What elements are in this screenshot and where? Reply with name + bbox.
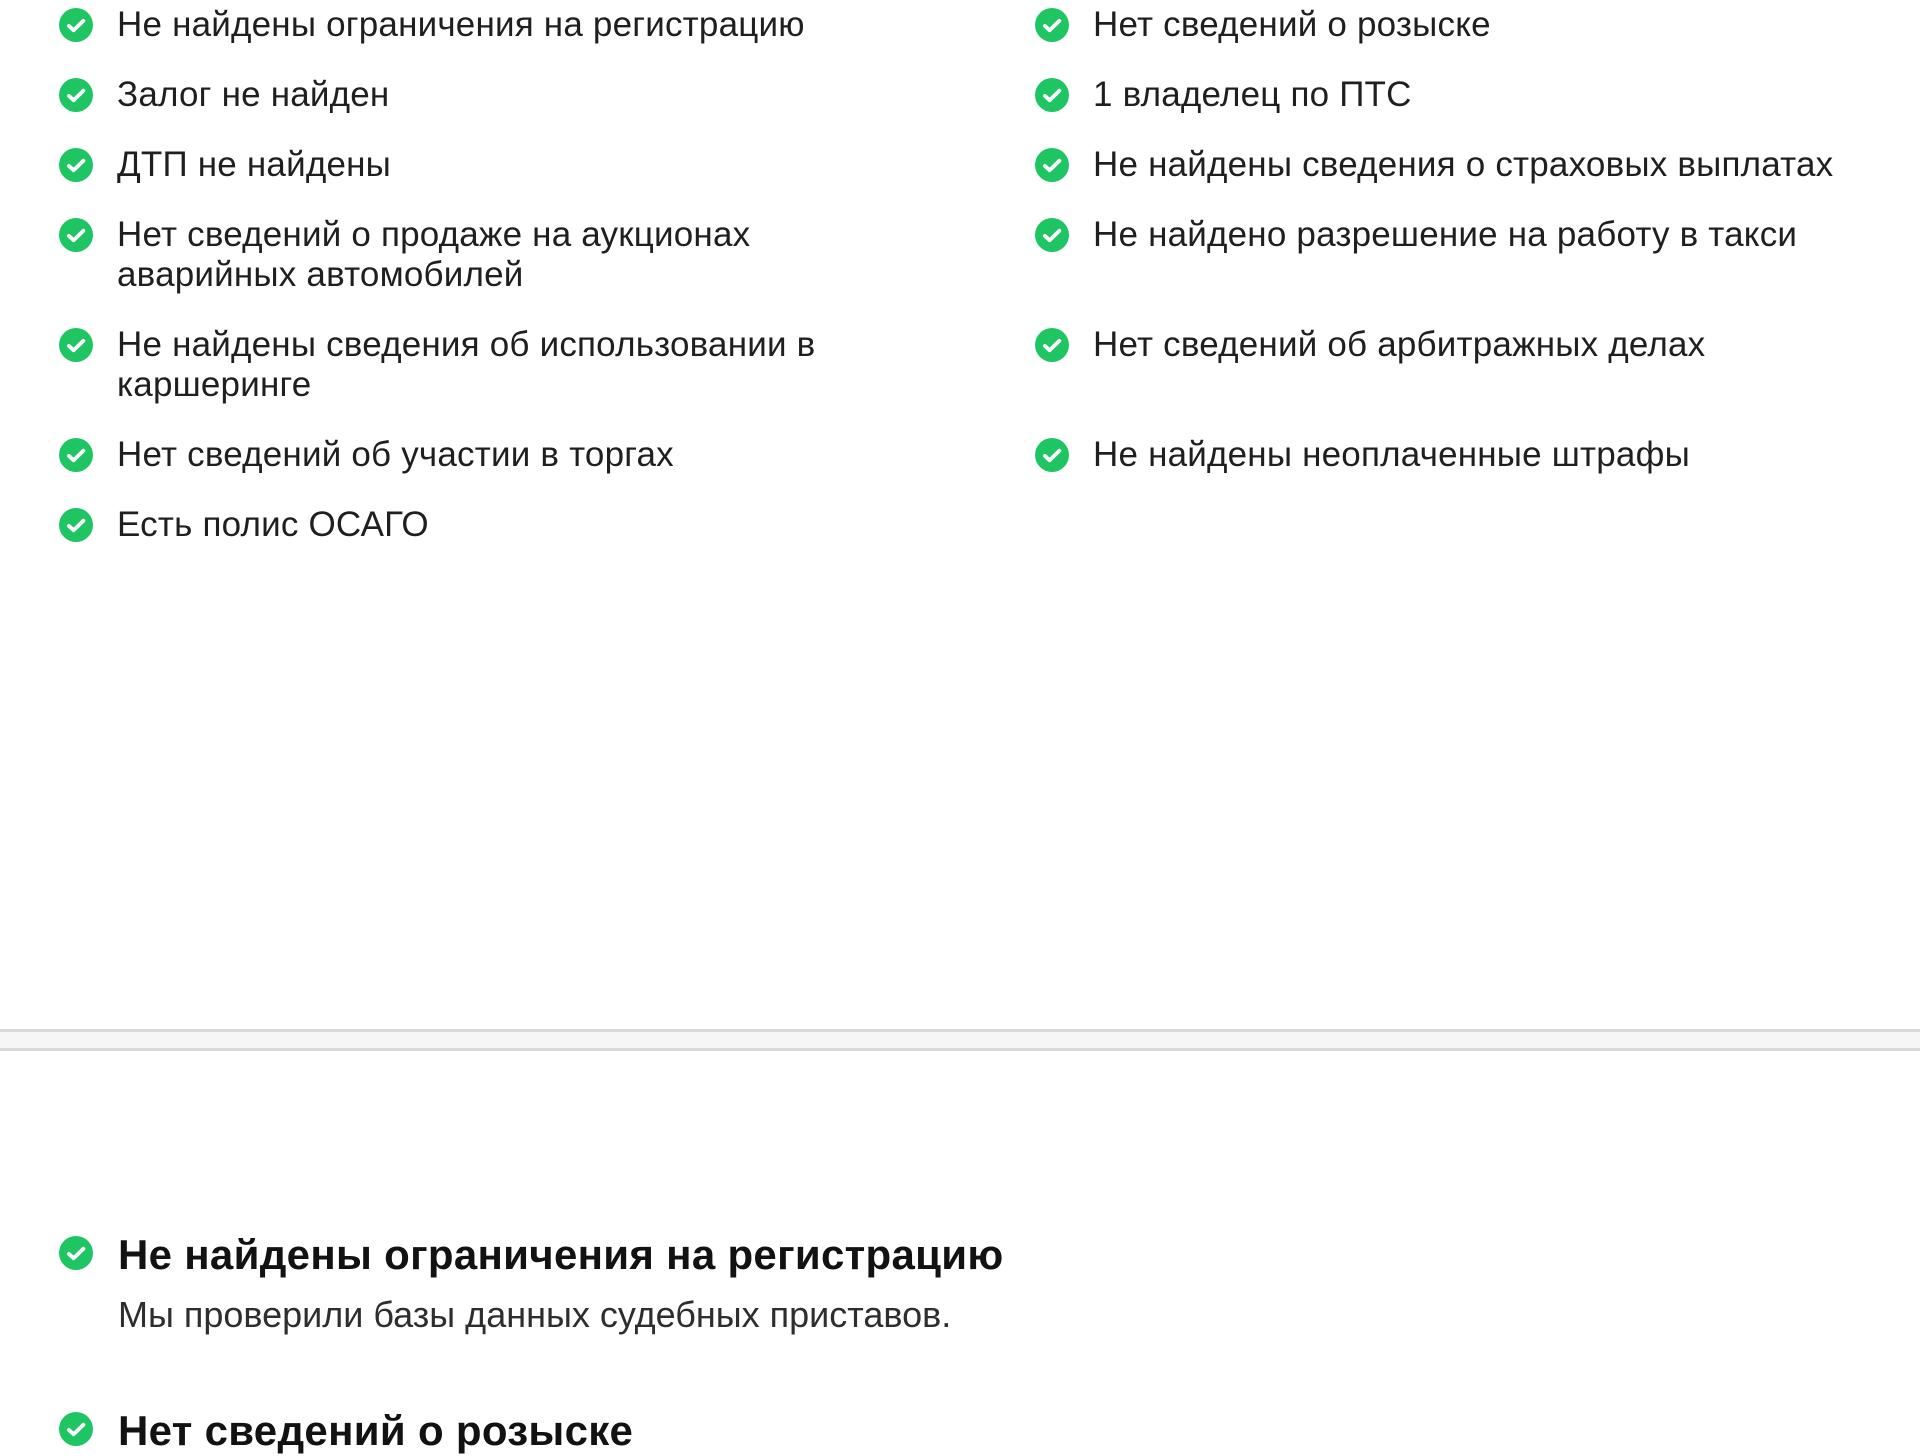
checklist-item bbox=[59, 505, 1035, 545]
check-circle-icon bbox=[59, 1236, 93, 1270]
checklist-item bbox=[59, 5, 1035, 45]
checklist-item bbox=[1035, 215, 1920, 295]
checklist-item-label: 1 владелец по ПТС bbox=[1093, 75, 1412, 114]
checklist-item-label: Не найдено разрешение на работу в такси bbox=[1093, 215, 1798, 254]
checklist-item-label: Не найдены ограничения на регистрацию bbox=[117, 5, 805, 44]
check-circle-icon bbox=[1035, 8, 1069, 42]
check-circle-icon bbox=[59, 8, 93, 42]
section-divider bbox=[0, 1029, 1920, 1051]
checklist-item bbox=[59, 325, 1035, 405]
checklist-item bbox=[1035, 145, 1920, 185]
check-circle-icon bbox=[59, 438, 93, 472]
detail-title: Нет сведений о розыске bbox=[118, 1407, 634, 1454]
checklist-item bbox=[1035, 5, 1920, 45]
checklist-item bbox=[59, 215, 1035, 295]
checklist-item-label: ДТП не найдены bbox=[117, 145, 391, 184]
check-circle-icon bbox=[1035, 438, 1069, 472]
check-circle-icon bbox=[59, 78, 93, 112]
checklist-item-label: Не найдены сведения о страховых выплатах bbox=[1093, 145, 1834, 184]
check-circle-icon bbox=[59, 508, 93, 542]
check-circle-icon bbox=[59, 1412, 93, 1446]
check-summary-grid bbox=[59, 5, 1920, 545]
empty-grid-cell bbox=[1035, 505, 1920, 545]
checklist-item bbox=[1035, 435, 1920, 475]
detail-heading-row bbox=[59, 1230, 1860, 1280]
check-circle-icon bbox=[59, 148, 93, 182]
checklist-item bbox=[59, 435, 1035, 475]
checklist-item bbox=[1035, 75, 1920, 115]
checklist-item-label: Нет сведений об участии в торгах bbox=[117, 435, 674, 474]
check-circle-icon bbox=[1035, 218, 1069, 252]
check-circle-icon bbox=[1035, 148, 1069, 182]
detail-description: Мы проверили базы данных судебных приставов. bbox=[118, 1294, 952, 1335]
checklist-item bbox=[59, 145, 1035, 185]
checklist-item bbox=[1035, 325, 1920, 405]
check-circle-icon bbox=[59, 218, 93, 252]
check-circle-icon bbox=[1035, 328, 1069, 362]
checklist-item-label: Залог не найден bbox=[117, 75, 390, 114]
checklist-item-label: Не найдены неоплаченные штрафы bbox=[1093, 435, 1690, 474]
check-circle-icon bbox=[1035, 78, 1069, 112]
checklist-item-label: Нет сведений о продаже на аукционах аварийных автомобилей bbox=[117, 215, 751, 294]
check-details-section bbox=[59, 1230, 1860, 1456]
detail-item bbox=[59, 1406, 1860, 1456]
detail-item bbox=[59, 1230, 1860, 1336]
checklist-item-label: Не найдены сведения об использовании в каршеринге bbox=[117, 325, 816, 404]
checklist-item-label: Есть полис ОСАГО bbox=[117, 505, 429, 544]
detail-title: Не найдены ограничения на регистрацию bbox=[118, 1231, 1004, 1278]
checklist-item bbox=[59, 75, 1035, 115]
check-circle-icon bbox=[59, 328, 93, 362]
detail-heading-row bbox=[59, 1406, 1860, 1456]
checklist-item-label: Нет сведений об арбитражных делах bbox=[1093, 325, 1706, 364]
checklist-item-label: Нет сведений о розыске bbox=[1093, 5, 1491, 44]
